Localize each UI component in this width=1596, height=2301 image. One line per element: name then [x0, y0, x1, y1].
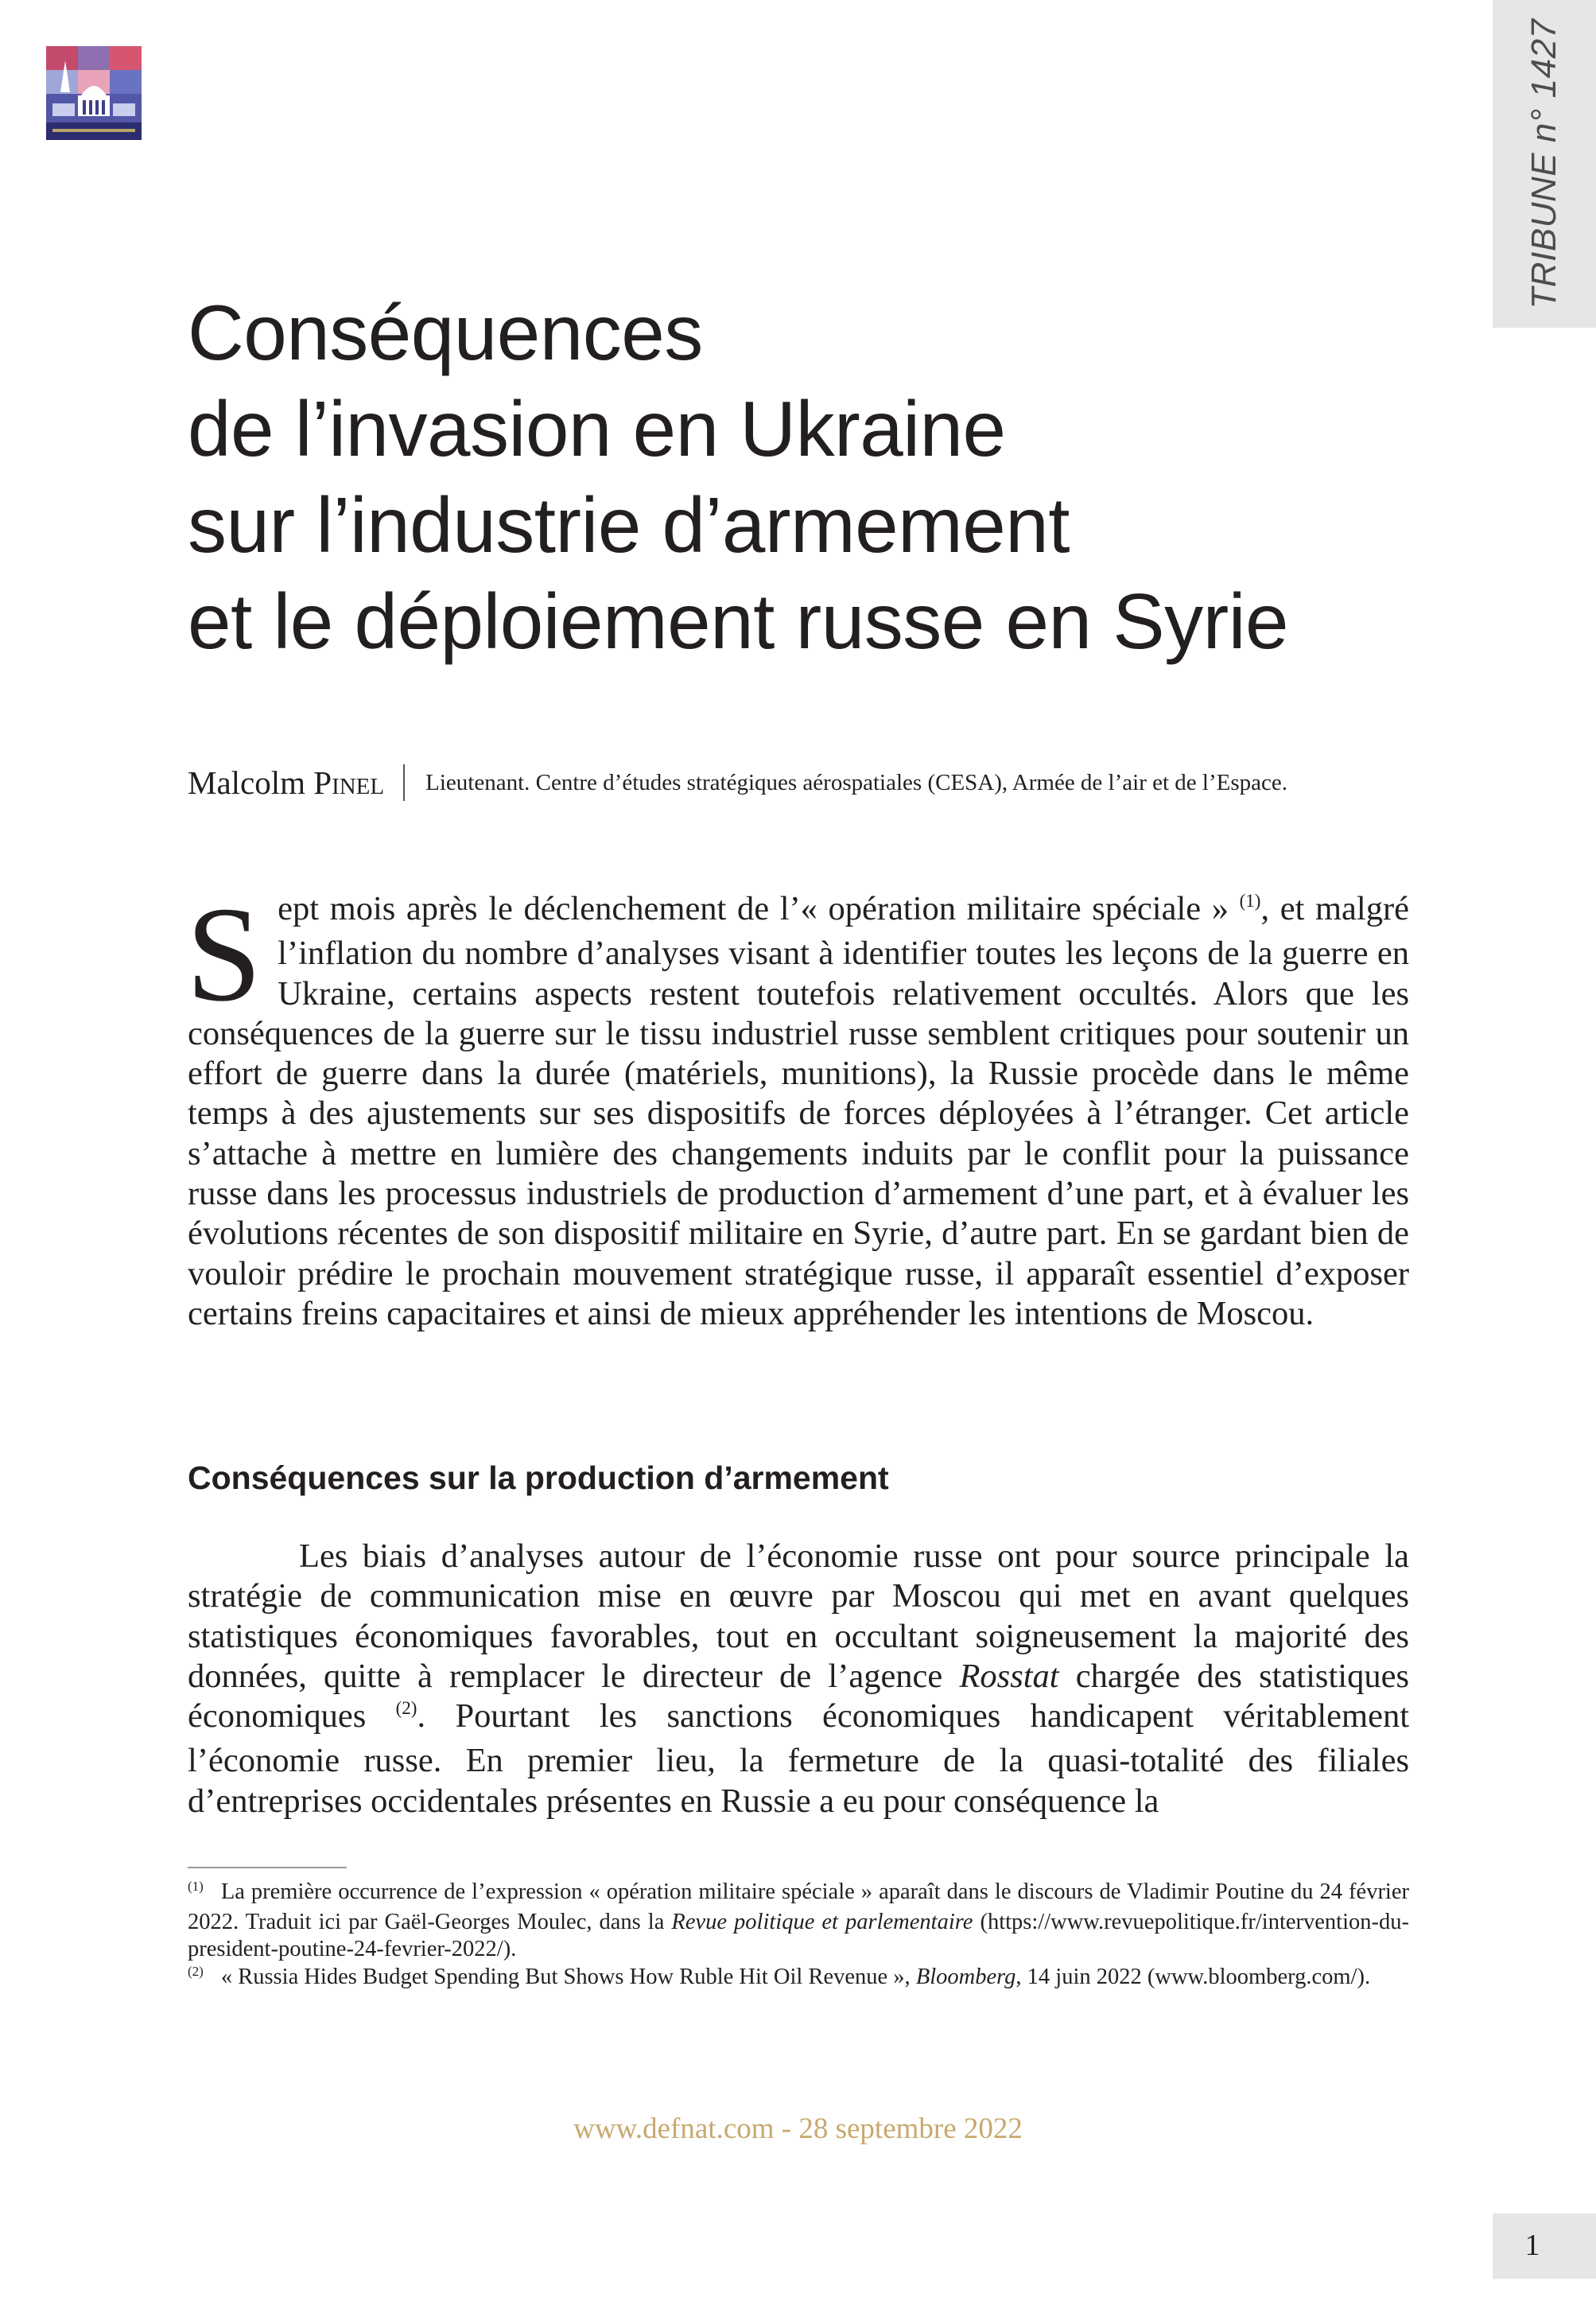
section-text: Les biais d’analyses autour de l’économie russe ont pour source principale la stratégie de communication mise en œuvre par Moscou qui met en avant quelques statistiques économiques favorables, tout en occultant soigneusement la majorité des données, quitte à remplacer le directeur de l’agence: [188, 1537, 1409, 1695]
section-text: . Pourtant les sanctions économiques handicapent véritablement l’économie russe. En premier lieu, la fermeture de la quasi-totalité des filiales d’entreprises occidentales présentes en Russie a eu pour conséquence la: [188, 1697, 1409, 1820]
drop-cap: S: [186, 879, 262, 1029]
section-italic: Rosstat: [959, 1657, 1059, 1695]
page-number-tab: [1493, 2214, 1596, 2279]
footnotes: [188, 1879, 1409, 1993]
footnote-italic: Revue politique et parlementaire: [671, 1909, 973, 1934]
footnote-divider: [188, 1867, 347, 1868]
footnote: [188, 1879, 1409, 1964]
author-byline: [188, 764, 1287, 802]
article-title: [188, 285, 1288, 670]
footnote-italic: Bloomberg: [915, 1964, 1016, 1989]
title-line: sur l’industrie d’armement: [188, 481, 1070, 569]
page-footer[interactable]: www.defnat.com - 28 septembre 2022: [573, 2112, 1023, 2145]
author-name: [188, 764, 384, 802]
title-line: et le déploiement russe en Syrie: [188, 577, 1288, 665]
intro-text: ept mois après le déclenchement de l’« opération militaire spéciale »: [278, 890, 1240, 927]
intro-paragraph: [186, 879, 1409, 1334]
page-number: 1: [1524, 2229, 1540, 2262]
footnote-mark: (1): [188, 1879, 204, 1894]
section-heading: Conséquences sur la production d’armement: [188, 1460, 889, 1496]
tribune-number: TRIBUNE n° 1427: [1524, 18, 1563, 309]
intro-text: , et malgré l’inflation du nombre d’analyses visant à identifier toutes les leçons de la guerre en Ukraine, certains aspects restent toutefois relativement occultés. Alors que les conséquences de la guerre sur le tissu industriel russe semblent critiques pour soutenir un effort de guerre dans la durée (matériels, munitions), la Russie procède dans le même temps à des ajustements sur ses dispositifs de forces déployées à l’étranger. Cet article s’attache à mettre en lumière des changements induits par le conflit pour la puissance russe dans les processus industriels de production d’armement d’une part, et à évaluer les évolutions récentes de son dispositif militaire en Syrie, d’autre part. En se gardant bien de vouloir prédire le prochain mouvement stratégique russe, il apparaît essentiel d’exposer certains freins capacitaires et ainsi de mieux appréhender les intentions de Moscou.: [188, 890, 1409, 1332]
footnote: [188, 1964, 1409, 1994]
footnote-ref[interactable]: (2): [395, 1698, 417, 1719]
footnote-text: (https://www.revuepolitique.fr/intervention-du-president-poutine-24-fevrier-2022/).: [188, 1909, 1409, 1961]
author-description: Lieutenant. Centre d’études stratégiques aérospatiales (CESA), Armée de l’air et de l’Espace.: [425, 769, 1287, 795]
title-line: Conséquences: [188, 289, 703, 376]
footnote-text: « Russia Hides Budget Spending But Shows How Ruble Hit Oil Revenue »,: [220, 1964, 916, 1989]
footnote-ref[interactable]: (1): [1239, 891, 1261, 911]
defnat-building-logo-icon: [46, 46, 142, 140]
section-paragraph: [188, 1537, 1409, 1821]
author-first-name: Malcolm: [188, 764, 314, 801]
section-text: chargée des statistiques économiques: [188, 1657, 1409, 1735]
footnote-text: La première occurrence de l’expression « opération militaire spéciale » aparaît dans le discours de Vladimir Poutine du 24 février 2022. Traduit ici par Gaël-Georges Moulec, dans la: [188, 1879, 1409, 1934]
byline-divider: [403, 764, 405, 801]
footnote-mark: (2): [188, 1963, 204, 1979]
title-line: de l’invasion en Ukraine: [188, 385, 1006, 472]
defnat-logo: [46, 46, 142, 140]
author-last-name: Pinel: [313, 764, 385, 801]
tribune-side-tab: [1493, 0, 1596, 328]
footnote-text: , 14 juin 2022 (www.bloomberg.com/).: [1015, 1964, 1371, 1989]
